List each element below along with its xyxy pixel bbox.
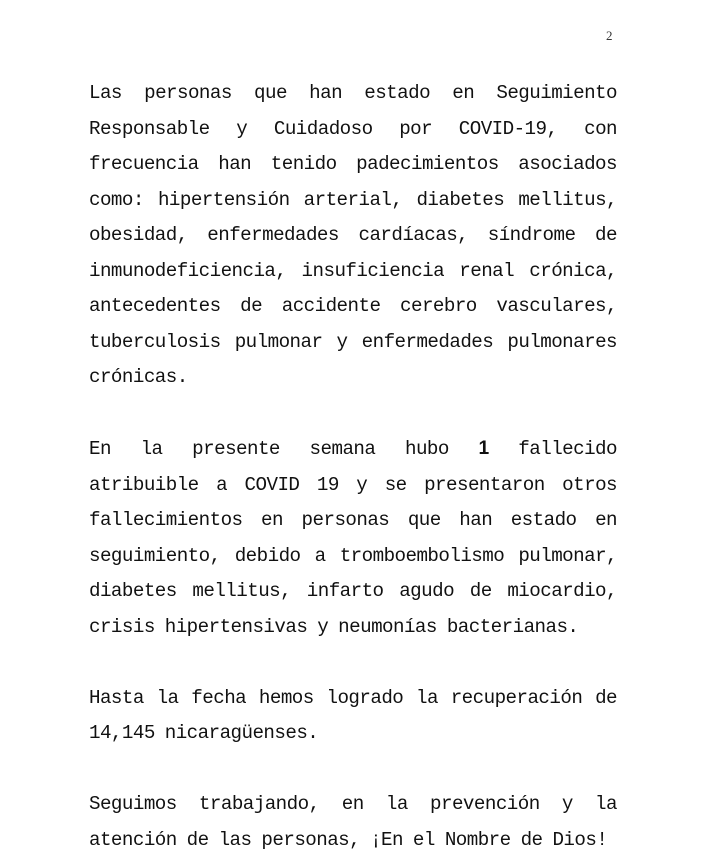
paragraph-comorbidities: Las personas que han estado en Seguimiento Responsable y Cuidadoso por COVID-19, con frecuencia han tenido padecimientos asociados como: hipertensión arterial, diabetes mellitus, obesidad, enfermedades cardíacas, síndrome de inmunodeficiencia, insuficiencia renal crónica, antecedentes de accidente cerebro vasculares, tuberculosis pulmonar y enfermedades pulmonares crónicas. xyxy=(89,82,617,388)
paragraph-recoveries: Hasta la fecha hemos logrado la recuperación de 14,145 nicaragüenses. xyxy=(89,686,617,744)
deaths-text-after: fallecido atribuible a COVID 19 y se presentaron otros fallecimientos en personas que han estado en seguimiento, debido a tromboembolismo pulmonar, diabetes mellitus, infarto agudo de miocardio, crisis hipertensivas y neumonías bacterianas. xyxy=(89,438,617,638)
deaths-count: 1 xyxy=(478,438,489,459)
paragraph-closing: Seguimos trabajando, en la prevención y la atención de las personas, ¡En el Nombre de Dios! xyxy=(89,793,617,851)
paragraph-deaths xyxy=(89,431,617,645)
page-number: 2 xyxy=(606,28,613,43)
deaths-text-before: En la presente semana hubo xyxy=(89,438,479,460)
document-body xyxy=(89,76,617,858)
